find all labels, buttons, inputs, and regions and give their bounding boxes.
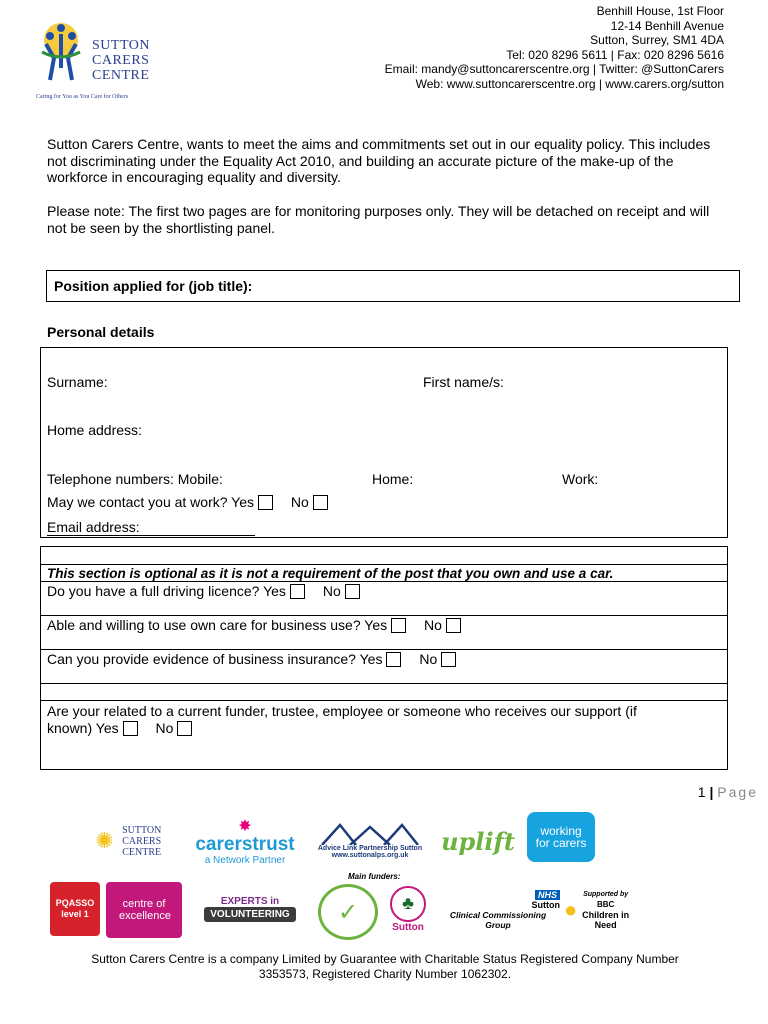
licence-question: Do you have a full driving licence? Yes (47, 583, 286, 599)
alps-logo (312, 814, 428, 868)
home-phone-label: Home: (372, 471, 414, 487)
sutton-council-logo (384, 882, 432, 936)
carers-figure-icon: ✺ (95, 828, 114, 853)
own-car-no-checkbox[interactable] (446, 618, 461, 633)
address-line: 12-14 Benhill Avenue (610, 18, 724, 33)
nhs-badge: NHS (535, 890, 560, 900)
contact-work-yes-checkbox[interactable] (258, 495, 273, 510)
logo-line3: CENTRE (92, 68, 150, 83)
address-line: Benhill House, 1st Floor (596, 4, 724, 18)
page-number-value: 1 (697, 784, 706, 800)
email-field[interactable] (47, 519, 255, 536)
company-footer (40, 952, 730, 982)
children-in-need-logo (564, 880, 634, 940)
experts-in-volunteering-logo (192, 890, 308, 928)
home-address-label: Home address: (47, 422, 142, 438)
mobile-label: Telephone numbers: Mobile: (47, 471, 223, 487)
cin-name-text: Children in Need (582, 910, 630, 930)
tick-icon: ✓ (337, 898, 359, 926)
pudsey-bear-icon: ● (564, 897, 578, 922)
working-for-carers-text: working for carers (535, 824, 587, 850)
address-email: Email: mandy@suttoncarerscentre.org | Twitter: @SuttonCarers (384, 62, 724, 76)
insurance-question: Can you provide evidence of business insurance? Yes (47, 651, 383, 667)
carers-trust-sub: a Network Partner (204, 854, 286, 866)
own-car-question: Able and willing to use own care for business use? Yes (47, 617, 388, 633)
carers-figures-icon (36, 18, 86, 90)
firstname-label: First name/s: (423, 374, 504, 390)
pqasso-badge (50, 882, 100, 936)
main-funders-label: Main funders: (348, 872, 401, 881)
working-for-carers-logo (527, 812, 595, 862)
address-phone: Tel: 020 8296 5611 | Fax: 020 8296 5616 (506, 47, 724, 62)
logo-tagline: Caring for You as You Care for Others (36, 94, 129, 100)
nhs-sutton-ccg-logo (436, 886, 560, 934)
related-question: Are your related to a current funder, trustee, employee or someone who receives our support (if (47, 703, 637, 719)
optional-note: This section is optional as it is not a requirement of the post that you own and use a car. (47, 566, 614, 581)
position-label: Position applied for (job title): (54, 278, 253, 294)
pqasso-text: PQASSO level 1 (55, 898, 95, 919)
alps-url: www.suttonalps.org.uk (331, 852, 409, 859)
related-yes-checkbox[interactable] (123, 721, 138, 736)
no-label: No (322, 583, 341, 599)
address-line: Sutton, Surrey, SM1 4DA (590, 33, 724, 47)
surname-label: Surname: (47, 374, 108, 390)
related-no-checkbox[interactable] (177, 721, 192, 736)
tree-icon: ♣ (390, 886, 426, 922)
licence-no-checkbox[interactable] (345, 584, 360, 599)
sutton-carers-sponsor-text: SUTTON CARERS CENTRE (122, 824, 162, 858)
no-label: No (419, 651, 438, 667)
logo-line2: CARERS (92, 53, 150, 68)
no-label: No (155, 720, 174, 736)
insurance-no-checkbox[interactable] (441, 652, 456, 667)
licence-row (47, 583, 360, 599)
licence-yes-checkbox[interactable] (290, 584, 305, 599)
own-car-row (47, 617, 461, 633)
note-paragraph: Please note: The first two pages are for monitoring purposes only. They will be detached on receipt and will not be seen by the shortlisting panel. (47, 203, 710, 236)
centre-of-excellence-text: centre of excellence (119, 898, 171, 922)
logo-line1: SUTTON (92, 38, 150, 53)
insurance-row (47, 651, 456, 667)
insurance-yes-checkbox[interactable] (386, 652, 401, 667)
sutton-carers-logo (34, 10, 164, 110)
own-car-yes-checkbox[interactable] (391, 618, 406, 633)
ccg-text: Clinical Commissioning Group (449, 910, 547, 930)
no-label: No (290, 494, 309, 510)
contact-address (385, 4, 724, 91)
centre-of-excellence-badge (106, 882, 182, 938)
contact-at-work-row (47, 494, 328, 510)
intro-paragraph: Sutton Carers Centre, wants to meet the aims and commitments set out in our equality policy. This includes not discriminating under the Equality Act 2010, and building an accurate picture of the make-up of the workforce in encouraging equality and diversity. (47, 136, 711, 185)
cin-bbc-text: BBC (596, 900, 615, 909)
related-row (47, 720, 192, 736)
mountains-icon (320, 823, 420, 845)
carers-trust-burst-icon: ✸ (238, 817, 252, 835)
contact-work-no-checkbox[interactable] (313, 495, 328, 510)
driving-section-box (40, 546, 728, 770)
page-label: Page (717, 784, 758, 800)
cin-supported-text: Supported by (583, 891, 629, 898)
email-label: Email address: (47, 519, 140, 535)
carers-trust-logo (186, 815, 304, 869)
nhs-sutton-text: Sutton (531, 900, 560, 910)
work-phone-label: Work: (562, 471, 599, 487)
related-question-cont: known) Yes (47, 720, 119, 736)
sutton-council-text: Sutton (392, 921, 424, 933)
contact-at-work-label: May we contact you at work? Yes (47, 494, 254, 510)
footer-line2: 3353573, Registered Charity Number 1062302. (258, 967, 512, 981)
experts-bottom-text: VOLUNTEERING (204, 907, 295, 922)
sutton-carers-sponsor-logo (84, 812, 178, 870)
experts-top-text: EXPERTS in (220, 896, 280, 907)
address-web: Web: www.suttoncarerscentre.org | www.carers.org/sutton (415, 76, 724, 91)
uplift-text: uplift (441, 826, 515, 856)
carers-trust-text: carerstrust (195, 833, 295, 855)
footer-line1: Sutton Carers Centre is a company Limited by Guarantee with Charitable Status Registered Company Number (91, 952, 679, 966)
alps-text: Advice Link Partnership Sutton (317, 845, 423, 852)
page-number (698, 784, 758, 800)
uplift-logo (436, 816, 520, 866)
no-label: No (424, 617, 442, 633)
position-box[interactable] (46, 270, 740, 302)
page-separator: | (709, 784, 714, 800)
personal-heading: Personal details (47, 324, 155, 340)
personal-details-box (40, 347, 728, 538)
positive-about-disabled-badge (318, 884, 378, 940)
